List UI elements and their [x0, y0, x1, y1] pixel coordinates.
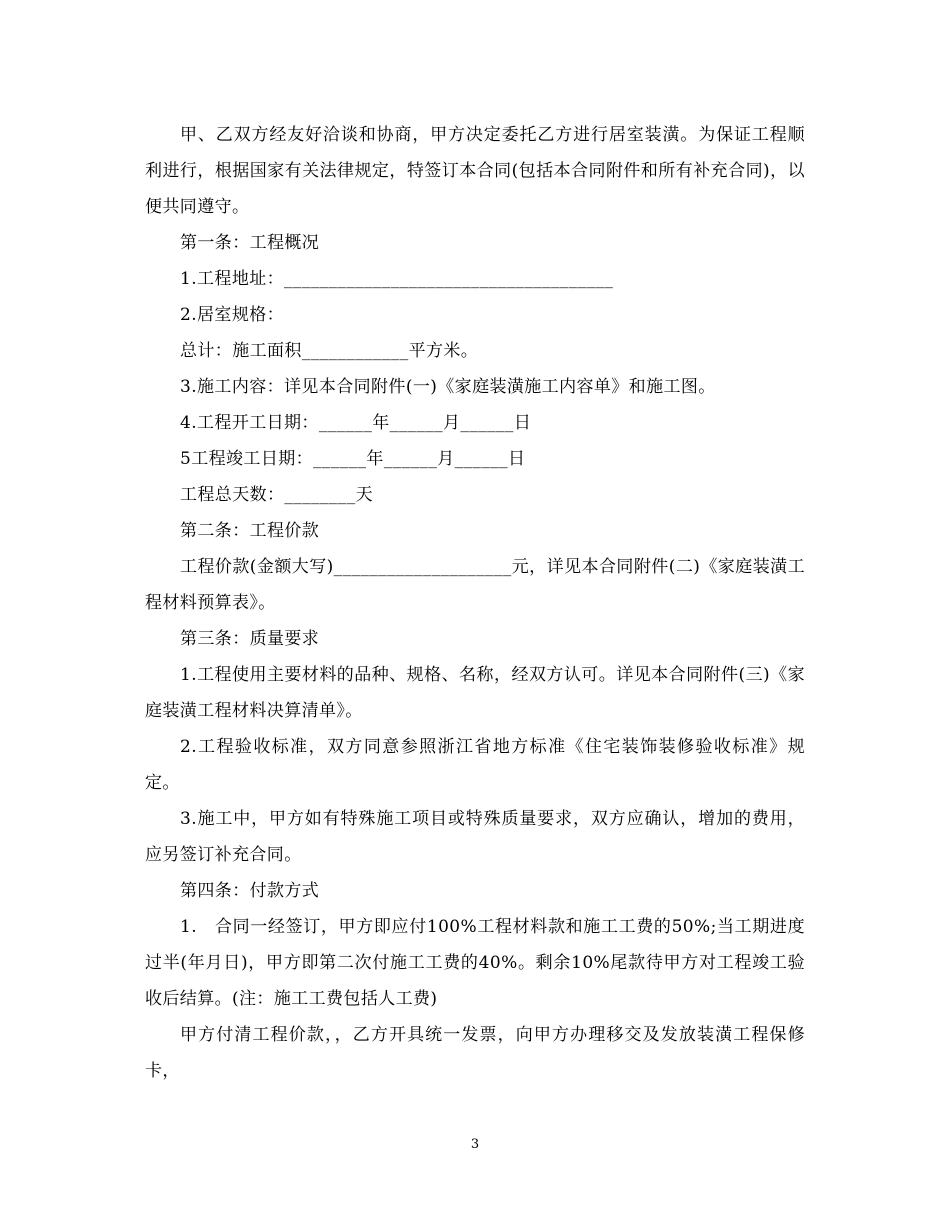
payment-settlement-paragraph: 甲方付清工程价款，，乙方开具统一发票，向甲方办理移交及发放装潢工程保修卡，: [145, 1025, 805, 1081]
quality-item-1: 1.工程使用主要材料的品种、规格、名称，经双方认可。详见本合同附件(三)《家庭装潢工程材料决算清单》。: [145, 665, 805, 721]
document-body: [145, 117, 805, 1089]
quality-item-3: 3.施工中，甲方如有特殊施工项目或特殊质量要求，双方应确认，增加的费用，应另签订补充合同。: [145, 809, 805, 865]
project-address-line: 1.工程地址：_____________________________________: [180, 269, 614, 289]
construction-content-line: 3.施工内容：详见本合同附件(一)《家庭装潢施工内容单》和施工图。: [180, 377, 716, 397]
room-spec-line: 2.居室规格：: [180, 305, 285, 325]
start-date-line: 4.工程开工日期：______年______月______日: [180, 413, 532, 433]
payment-item-1: 1. 合同一经签订，甲方即应付100%工程材料款和施工工费的50%;当工期进度过半(年月日)，甲方即第二次付施工工费的40%。剩余10%尾款待甲方对工程竣工验收后结算。(注：施工工费包括人工费): [145, 917, 805, 1009]
article-1-heading: 第一条：工程概况: [180, 233, 320, 253]
page-number: 3: [470, 1137, 480, 1152]
total-days-line: 工程总天数：________天: [180, 485, 373, 505]
article-3-heading: 第三条：质量要求: [180, 629, 320, 649]
article-2-heading: 第二条：工程价款: [180, 521, 320, 541]
total-area-line: 总计：施工面积____________平方米。: [180, 341, 479, 361]
intro-paragraph: 甲、乙双方经友好洽谈和协商，甲方决定委托乙方进行居室装潢。为保证工程顺利进行，根据国家有关法律规定，特签订本合同(包括本合同附件和所有补充合同)，以便共同遵守。: [145, 125, 805, 217]
article-4-heading: 第四条：付款方式: [180, 881, 320, 901]
project-price-paragraph: 工程价款(金额大写)____________________元，详见本合同附件(二)《家庭装潢工程材料预算表》。: [145, 557, 805, 613]
completion-date-line: 5工程竣工日期：______年______月______日: [180, 449, 526, 469]
quality-item-2: 2.工程验收标准，双方同意参照浙江省地方标准《住宅装饰装修验收标准》规定。: [145, 737, 805, 793]
